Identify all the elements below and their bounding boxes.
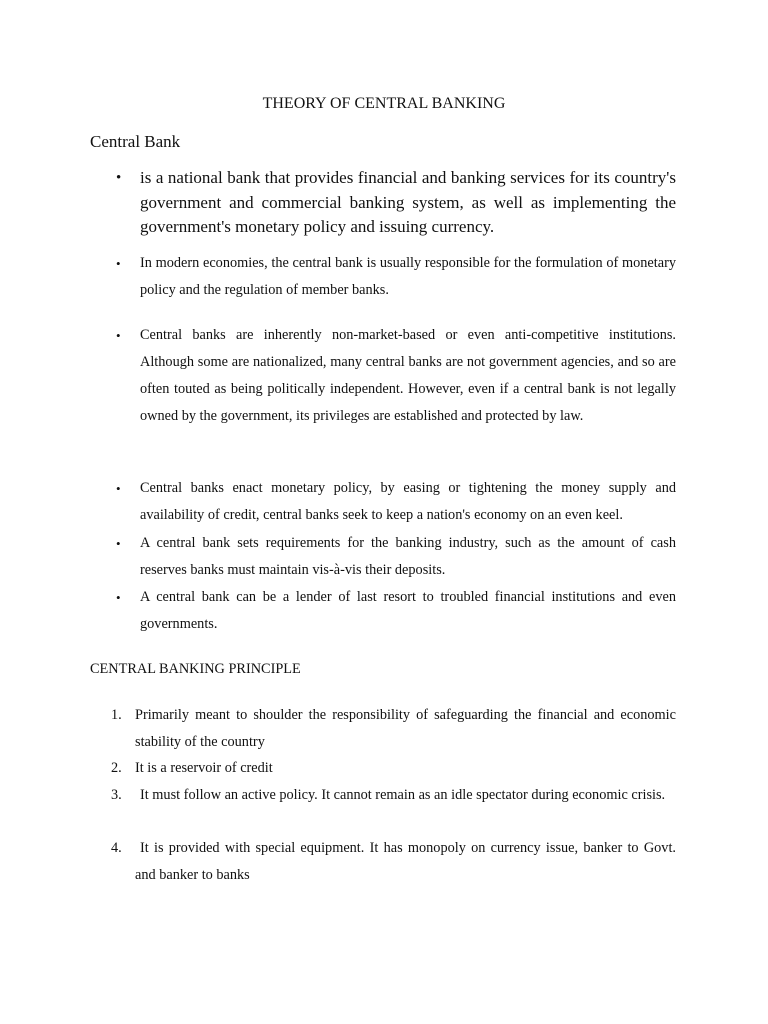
principle-text: It must follow an active policy. It cannot remain as an idle spectator during economic crisis. xyxy=(140,787,666,803)
principle-text: It is a reservoir of credit xyxy=(135,760,273,776)
bullet-text: In modern economies, the central bank is usually responsible for the formulation of monetary policy and the regulation of member banks. xyxy=(140,255,676,298)
bullet-text: Central banks are inherently non-market-based or even anti-competitive institutions. Although some are nationalized, many central banks are not government agencies, and so are often touted as being politically independent. However, even if a central bank is not legally owned by the government, its privileges are established and protected by law. xyxy=(140,327,676,424)
principle-number: 1. xyxy=(111,707,122,723)
bullet-icon: • xyxy=(116,170,122,186)
principles-heading: CENTRAL BANKING PRINCIPLE xyxy=(90,661,301,677)
principle-number: 3. xyxy=(111,787,122,803)
bullet-text: A central bank can be a lender of last resort to troubled financial institutions and even governments. xyxy=(140,589,676,632)
principle-text: It is provided with special equipment. It has monopoly on currency issue, banker to Govt. and banker to banks xyxy=(135,840,676,883)
bullet-icon: • xyxy=(116,481,121,496)
bullet-icon: • xyxy=(116,328,121,343)
section-heading: Central Bank xyxy=(90,132,181,151)
document-title: THEORY OF CENTRAL BANKING xyxy=(262,95,506,112)
bullet-text: is a national bank that provides financial and banking services for its country's government and commercial banking system, as well as implementing the government's monetary policy and issuing currency. xyxy=(140,168,676,236)
bullet-text: A central bank sets requirements for the banking industry, such as the amount of cash reserves banks must maintain vis-à-vis their deposits. xyxy=(140,535,676,578)
principle-text: Primarily meant to shoulder the responsibility of safeguarding the financial and economic stability of the country xyxy=(135,707,676,750)
bullet-icon: • xyxy=(116,590,121,605)
principle-number: 2. xyxy=(111,760,122,776)
bullet-text: Central banks enact monetary policy, by easing or tightening the money supply and availability of credit, central banks seek to keep a nation's economy on an even keel. xyxy=(140,480,676,523)
bullet-icon: • xyxy=(116,256,121,271)
principle-number: 4. xyxy=(111,840,122,856)
bullet-icon: • xyxy=(116,536,121,551)
